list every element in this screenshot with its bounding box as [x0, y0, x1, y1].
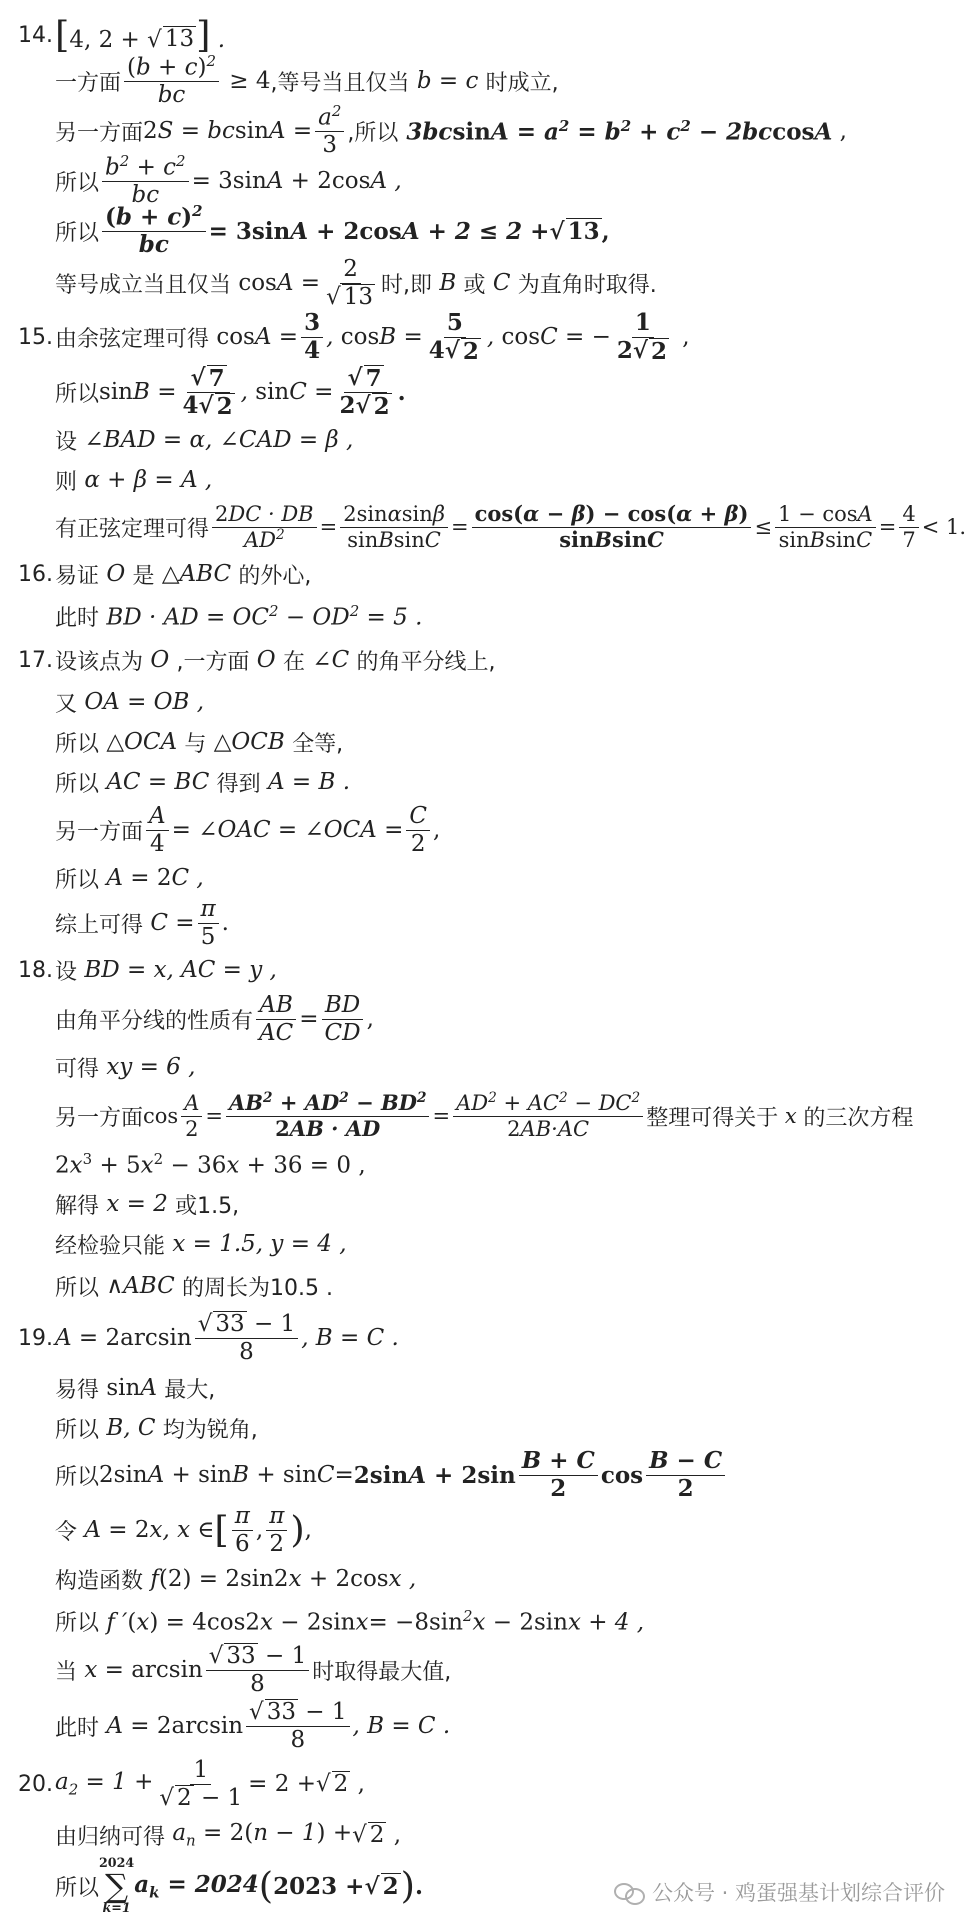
problem-number: 19.	[18, 1325, 53, 1351]
solution-line: 由归纳可得 $a_n = 2(n - 1)$ + √ 2 ,	[55, 1820, 402, 1850]
solution-line: 另一方面 $\frac{A}{4}$ = ∠OAC = ∠OCA = $\frac{C}{2}$ ,	[55, 803, 441, 857]
watermark	[614, 1877, 945, 1907]
problem-number: 20.	[18, 1771, 53, 1797]
problem-number: 16.	[18, 561, 53, 587]
solution-line: 易得 sinA 最大,	[55, 1375, 216, 1403]
solution-line: 所以 $\frac{b^2 + c^2}{bc}$ = 3sinA + 2cosA ,	[55, 152, 402, 209]
solution-line: 令 A = 2x, x ∈ [ $\frac{\pi}{6}$ , $\frac{\pi}{2}$ ) ,	[55, 1503, 312, 1557]
solution-line: 构造函数 f(2) = 2sin2x + 2cosx ,	[55, 1566, 417, 1594]
problem-14-answer: 14. [4, 2 + √ 13 ] .	[18, 12, 226, 56]
solution-line: 所以 2024 ∑ k=1 $a_k = 2024$ ( 2023 + √ 2 ) .	[55, 1855, 423, 1916]
watermark-text: 公众号 · 鸡蛋强基计划综合评价	[651, 1881, 945, 1905]
wechat-icon	[614, 1881, 644, 1903]
solution-line: 则 α + β = A ,	[55, 467, 213, 495]
solution-line: 所以 ∧ABC 的周长为10.5 .	[55, 1273, 333, 1301]
problem-15-line: 15. 由余弦定理可得 cosA = $\frac{3}{4}$ , cosB = 5 4 √ 2 , cosC = − 1 2 √ 2 ,	[18, 309, 690, 365]
solution-line: 经检验只能 x = 1.5, y = 4 ,	[55, 1231, 347, 1259]
problem-number: 17.	[18, 647, 53, 673]
problem-20-line: 20. $a_2 = 1$ + 1 √ 2 − 1 = 2 + √ 2 ,	[18, 1757, 365, 1811]
problem-number: 18.	[18, 957, 53, 983]
solution-line: 此时 A = 2arcsin √ 33 − 1 8 , B = C .	[55, 1699, 451, 1753]
solutions-document	[18, 12, 966, 1916]
solution-line: 另一方面 cos $\frac{A}{2}$ = $\frac{AB^2 + AD^2 - BD^2}{2AB \cdot AD}$ = $\frac{AD^2 + AC^2 - DC^2}{2AB\cdot AC}$ 整理可得关于 x 的三次方程	[55, 1090, 914, 1141]
solution-line: 设 ∠BAD = α, ∠CAD = β ,	[55, 427, 354, 455]
solution-line: 又 OA = OB ,	[55, 689, 205, 717]
solution-line: 有正弦定理可得 $\frac{2DC \cdot DB}{AD^2}$ = $\frac{2\sin\alpha\sin\beta}{\text{sinBsinC}}$ = $\frac{\cos(\alpha - \beta) - \cos(\alpha + \beta)}{\text{sinBsinC}}$ ≤ $\frac{1 - \cos A}{\text{sinBsinC}}$ = $\frac{4}{7}$ < 1.	[55, 501, 966, 552]
solution-line: 所以 A = 2C ,	[55, 865, 204, 893]
solution-line: 所以 sinB = √ 7 4 √ 2 , sinC = √ 7 2 √ 2 .	[55, 364, 406, 420]
solution-line: 所以 f $'(x) = 4\cos 2x - 2\sin x= -8\sin^2x - 2\sin x + 4$ ,	[55, 1606, 645, 1636]
problem-number: 15.	[18, 324, 53, 350]
solution-line: 当 x = arcsin √ 33 − 1 8 时取得最大值,	[55, 1643, 452, 1697]
solution-line: 另一方面 2S = bcsinA = $\frac{a^2}{3}$ ,所以 $3bcsinA = a^2 = b^2 + c^2 - 2bccosA$ ,	[55, 102, 847, 159]
solution-line: 此时 BD · AD = $OC^2 - OD^2 = 5$ .	[55, 601, 423, 631]
solution-line: 等号成立当且仅当 cosA = 2 √ 13 时,即 B 或 C 为直角时取得.	[55, 256, 657, 310]
problem-19-line: 19. A = 2arcsin √ 33 − 1 8 , B = C .	[18, 1311, 399, 1365]
solution-line: 一方面 $\frac{(b + c)^2}{bc}$ ≥ 4 ,等号当且仅当 b = c 时成立,	[55, 52, 559, 109]
solution-line: 所以 2sinA + sinB + sinC= 2sinA + 2sin $\frac{B + C}{2}$ cos $\frac{B - C}{2}$	[18, 1448, 948, 1502]
solution-line: 所以 △OCA 与 △OCB 全等,	[55, 729, 344, 757]
solution-line: $2x^3 + 5x^2 - 36x + 36 = 0$ ,	[55, 1149, 366, 1179]
problem-17-line: 17. 设该点为 O ,一方面 O 在 ∠C 的角平分线上,	[18, 647, 496, 675]
solution-line: 所以 AC = BC 得到 A = B .	[55, 769, 351, 797]
solution-line: 由角平分线的性质有 $\frac{AB}{AC}$ = $\frac{BD}{CD}$ ,	[55, 992, 374, 1046]
solution-line: 综上可得 C = $\frac{\pi}{5}$ .	[55, 896, 229, 950]
problem-18-line: 18. 设 BD = x, AC = y ,	[18, 957, 277, 985]
problem-16-line: 16. 易证 O 是 △ABC 的外心,	[18, 561, 312, 589]
solution-line: 所以 B, C 均为锐角,	[55, 1415, 258, 1443]
solution-line: 所以 $\frac{(b + c)^2}{bc}$ = 3sinA + 2cosA + 2 ≤ 2 + √ 13 ,	[55, 202, 610, 259]
solution-line: 解得 x = 2 或1.5,	[55, 1191, 240, 1219]
solution-line: 可得 xy = 6 ,	[55, 1054, 196, 1082]
problem-number: 14.	[18, 22, 53, 48]
